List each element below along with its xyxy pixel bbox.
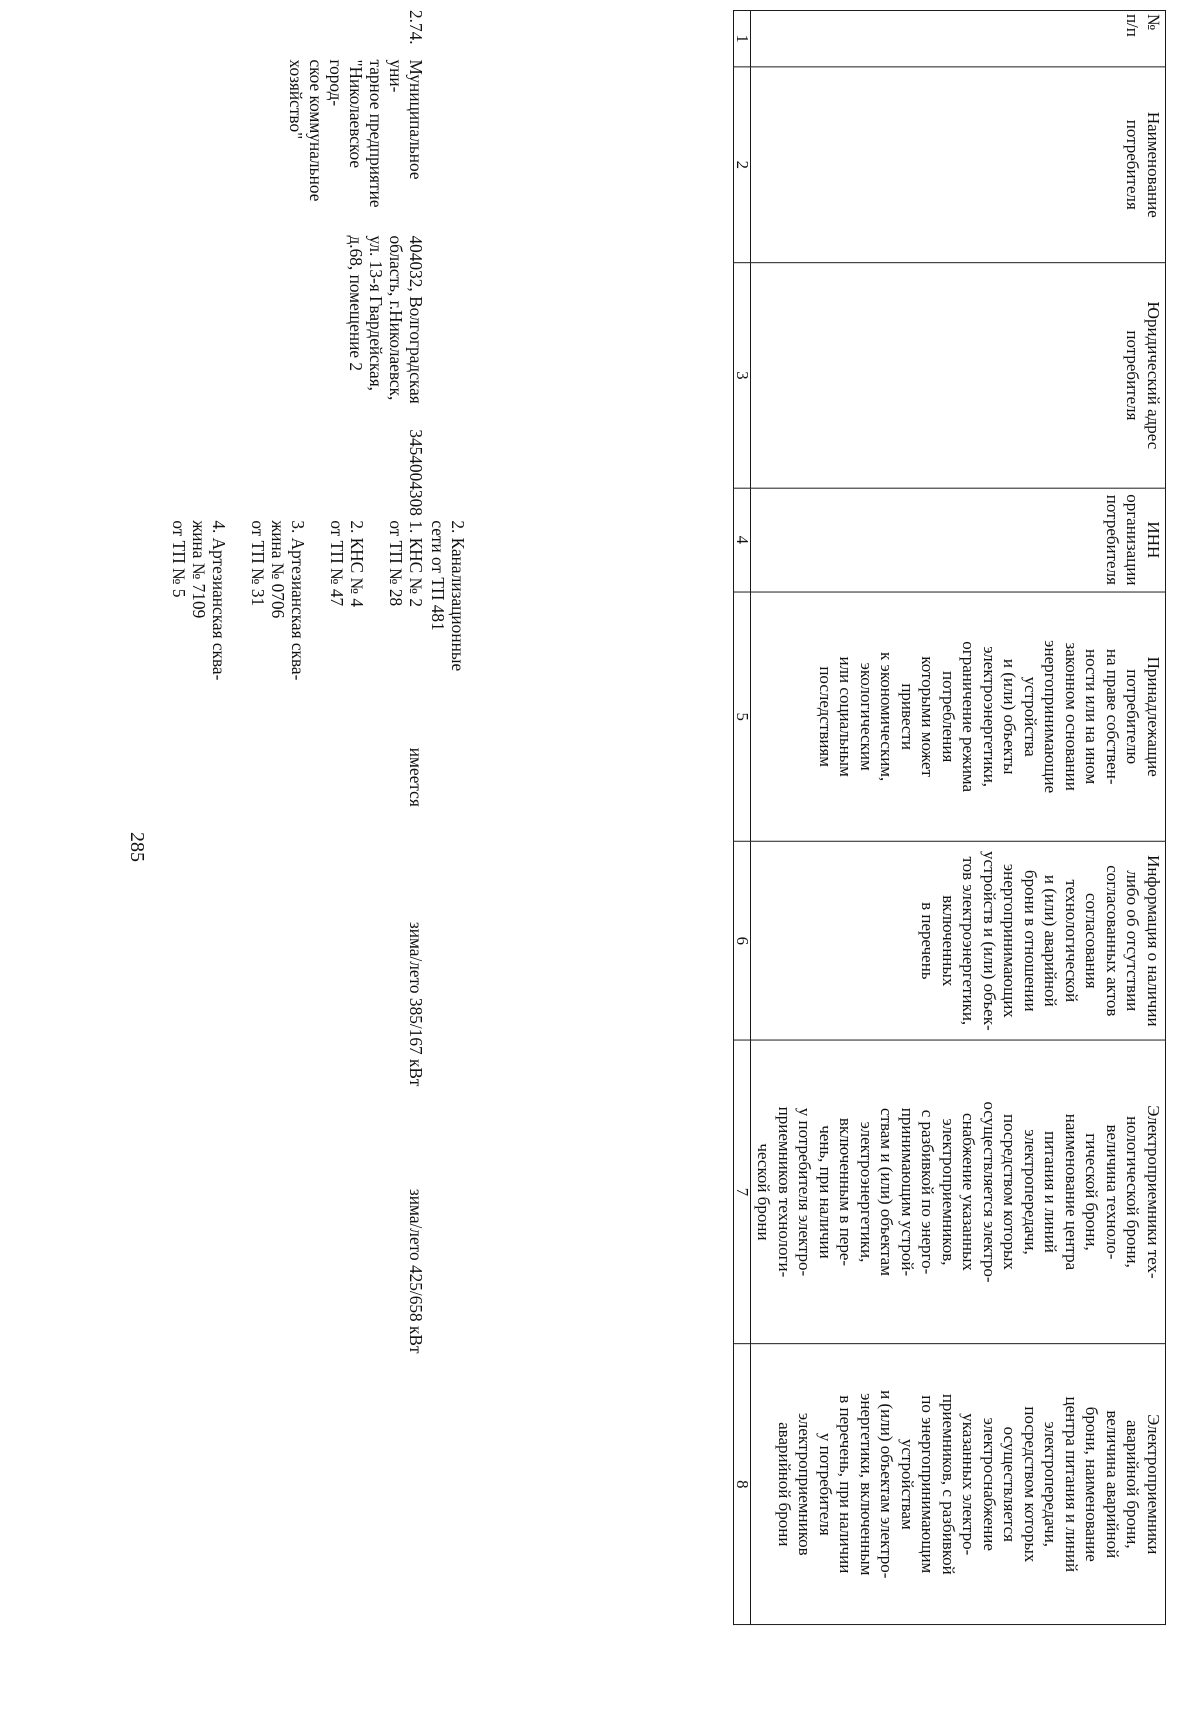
power-receiver-item: 1. КНС № 2 от ТП № 28: [386, 520, 426, 608]
column-number: 6: [734, 842, 751, 1040]
column-number: 7: [734, 1040, 751, 1344]
power-receiver-item: 3. Артезианская сква- жина № 0706 от ТП № 31: [248, 520, 308, 681]
column-number: 2: [734, 67, 751, 263]
entry-consumer-name: Муниципальное уни- тарное предприятие "Николаевское город- ское коммунальное хозяйство": [286, 59, 426, 208]
entry-inn: 3454004308: [406, 429, 426, 516]
header-power-receivers: Принадлежащие потребителю на праве собствен- ности или на ином законном основании энергопринимающие устройства и (или) объекты электроэнергетики, ограничение режима потребления которыми может привести к экономическим, экологическим или социальным последствиям: [751, 592, 1166, 842]
header-number: № п/п: [751, 10, 1166, 66]
column-number: 8: [734, 1344, 751, 1625]
header-emergency-reserve: Электроприемники аварийной брони, величина аварийной брони, наименование центра питания и линий электропередачи, посредством которых осуществляется электроснабжение указанных электро- приемников, с разбивкой по энергопринимающим устройствам и (или) объектам электро- энергетики, включенным в перечень, при наличии у потребителя электроприемников аварийной брони: [751, 1344, 1166, 1625]
power-receiver-item: 4. Артезианская сква- жина № 7109 от ТП № 5: [169, 520, 229, 681]
entry-technological-reserve: зима/лето 385/167 кВт: [406, 921, 426, 1087]
column-number: 3: [734, 263, 751, 488]
column-number-row: [734, 10, 751, 1624]
entry-reserve-acts-info: имеется: [406, 747, 426, 807]
rotated-page-content: [136, 10, 1166, 1652]
page-number: 285: [126, 832, 148, 862]
entry-number: 2.74.: [406, 10, 426, 45]
column-number: 5: [734, 592, 751, 842]
consumers-table: [733, 10, 1166, 1625]
header-legal-address: Юридический адрес потребителя: [751, 263, 1166, 488]
power-receiver-item: 2. КНС № 4 от ТП № 47: [327, 520, 367, 608]
header-reserve-acts-info: Информация о наличии либо об отсутствии согласованных актов согласования технологической и (или) аварийной брони в отношении энергопринимающих устройств и (или) объек- тов электроэнергетики, включенных в перечень: [751, 842, 1166, 1040]
header-consumer-name: Наименование потребителя: [751, 67, 1166, 263]
continuation-item: 2. Канализационные сети от ТП 481: [428, 520, 468, 672]
header-inn: ИНН организации потребителя: [751, 488, 1166, 592]
header-technological-reserve: Электроприемники тех- нологической брони, величина техноло- гической брони, наименование центра питания и линий электропередачи, посредством которых осуществляется электро- снабжение указанных электроприемников, с разбивкой по энерго- принимающим устрой- ствам и (или) объектам электроэнергетики, включенным в пере- чень, при наличии у потребителя электро- приемников технологи- ческой брони: [751, 1040, 1166, 1344]
column-number: 1: [734, 10, 751, 66]
table-header-row: [751, 10, 1166, 1624]
entry-power-receivers: [150, 520, 426, 713]
column-number: 4: [734, 488, 751, 592]
entry-emergency-reserve: зима/лето 425/658 кВт: [406, 1188, 426, 1354]
entry-legal-address: 404032, Волгоградская область, г.Николаевск, ул. 13-я Гвардейская, д.68, помещение 2: [346, 235, 426, 404]
